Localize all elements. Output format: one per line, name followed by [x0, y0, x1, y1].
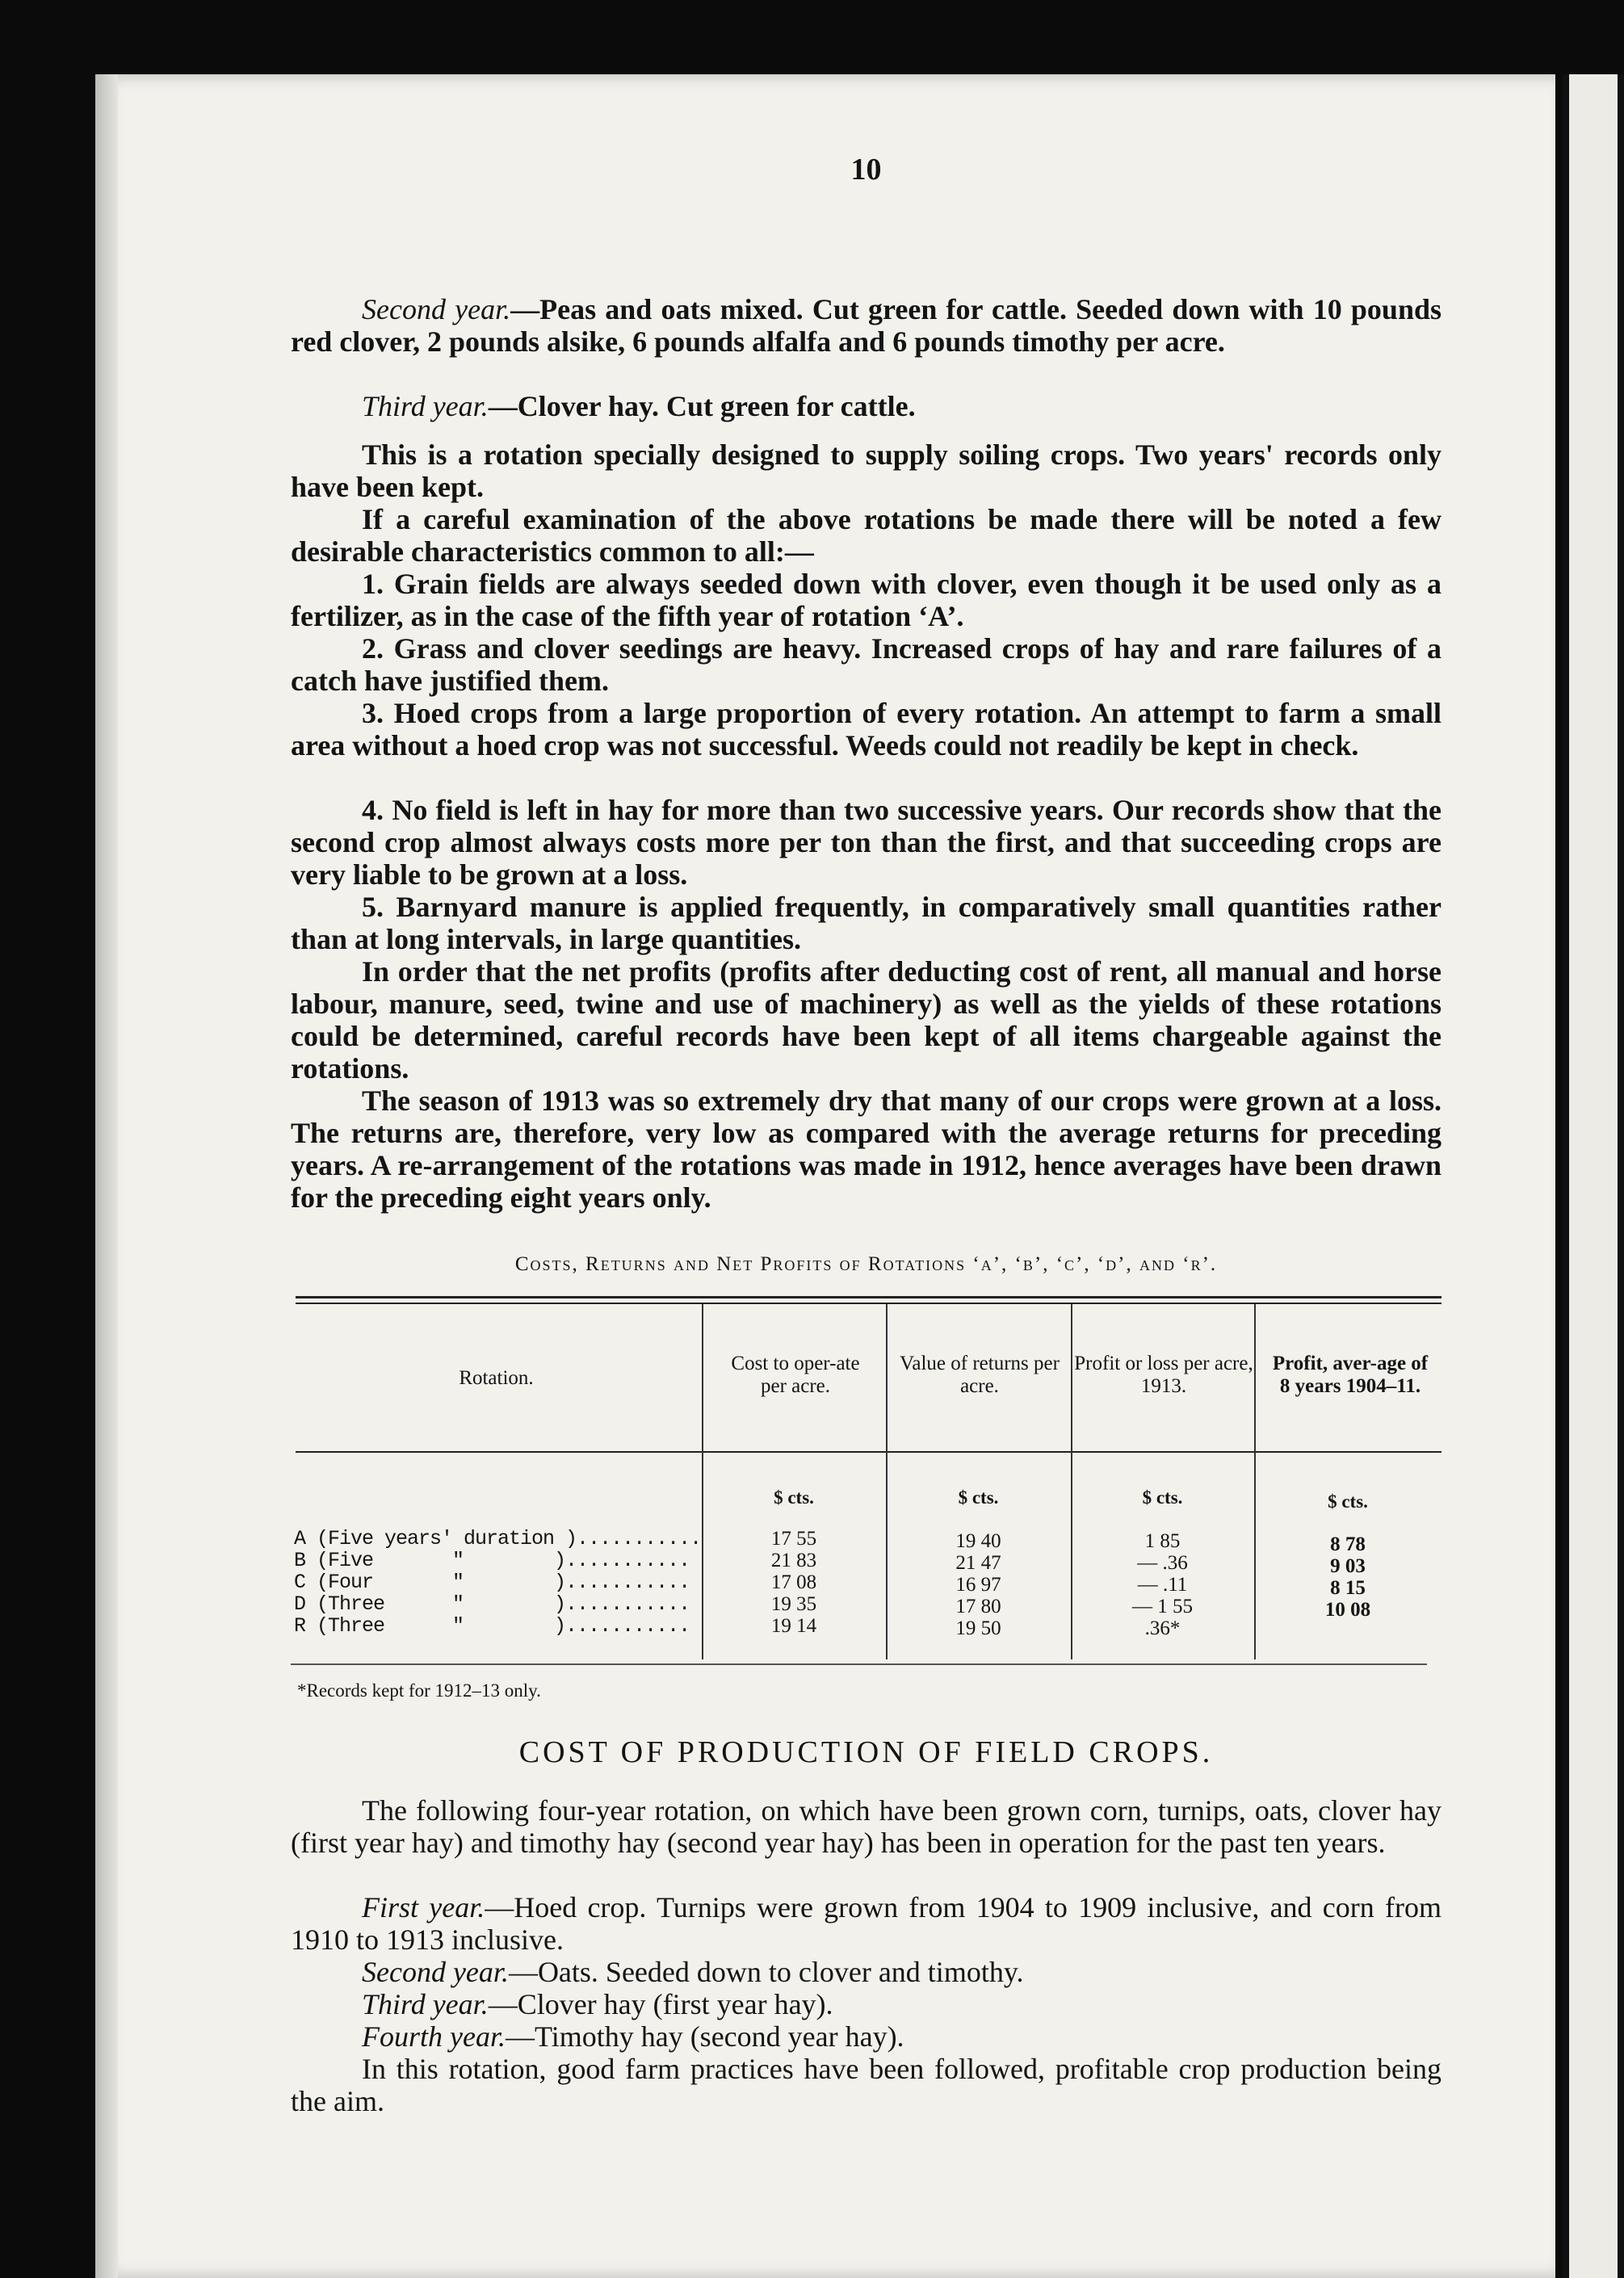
units-cost: $ cts.: [774, 1487, 814, 1508]
paragraph: If a careful examination of the above rotations be made there will be noted a few desirable characteristics common to all:—: [291, 503, 1441, 568]
table-cell: 17 08: [770, 1571, 817, 1593]
table-caption: Costs, Returns and Net Profits of Rotations ‘a’, ‘b’, ‘c’, ‘d’, and ‘r’.: [514, 1253, 1218, 1275]
column-header-value: Value of returns per acre.: [900, 1353, 1060, 1397]
table-row-label: B (Five " )...........: [294, 1549, 690, 1572]
table-row-label: D (Three " )...........: [294, 1592, 690, 1616]
paragraph: Second year.—Oats. Seeded down to clover and timothy.: [362, 1956, 1024, 1988]
table-cell: 17 55: [770, 1528, 817, 1550]
paragraph: The season of 1913 was so extremely dry that many of our crops were grown at a loss. The returns are, therefore, very low as compared with the average returns for preceding years. A re-arrangement of the rotations was made in 1912, hence averages have been drawn for the preceding eight years only.: [291, 1084, 1441, 1214]
units-value: $ cts.: [958, 1487, 999, 1508]
paragraph: Third year.—Clover hay (first year hay).: [362, 1988, 833, 2020]
paragraph: This is a rotation specially designed to supply soiling crops. Two years' records only have been kept.: [291, 438, 1441, 503]
rotation-profits-table: [291, 1296, 1441, 1684]
units-profit-1913: $ cts.: [1142, 1487, 1183, 1508]
paragraph: In this rotation, good farm practices have been followed, profitable crop production being the aim.: [291, 2053, 1441, 2117]
column-header-cost: Cost to oper-ate per acre.: [731, 1353, 860, 1397]
list-item: 3. Hoed crops from a large proportion of every rotation. An attempt to farm a small area without a hoed crop was not successful. Weeds could not readily be kept in check.: [291, 697, 1441, 761]
table-footnote: *Records kept for 1912–13 only.: [297, 1680, 541, 1701]
paragraph: First year.—Hoed crop. Turnips were grown from 1904 to 1909 inclusive, and corn from 1910 to 1913 inclusive.: [291, 1891, 1441, 1956]
table-cell: 16 97: [955, 1574, 1001, 1596]
table-cell: 10 08: [1324, 1599, 1371, 1621]
paragraph: Second year.—Peas and oats mixed. Cut green for cattle. Seeded down with 10 pounds red clover, 2 pounds alsike, 6 pounds alfalfa and 6 pounds timothy per acre.: [291, 293, 1441, 358]
table-row-label: A (Five years' duration )...........: [294, 1527, 702, 1550]
table-row-label: R (Three " )...........: [294, 1614, 690, 1638]
list-item: 1. Grain fields are always seeded down with clover, even though it be used only as a fertilizer, as in the case of the fifth year of rotation ‘A’.: [291, 568, 1441, 632]
table-cell: 21 83: [770, 1550, 817, 1571]
table-cell: .36*: [1144, 1617, 1181, 1639]
table-cell: 19 14: [770, 1615, 817, 1637]
table-cell: — 1 55: [1132, 1596, 1193, 1617]
table-cell: 8 78: [1330, 1533, 1366, 1555]
list-item: 5. Barnyard manure is applied frequently, in comparatively small quantities rather than at long intervals, in large quantities.: [291, 891, 1441, 955]
column-header-profit-1913: Profit or loss per acre, 1913.: [1074, 1353, 1253, 1397]
table-cell: — .36: [1137, 1552, 1188, 1574]
table-cell: 1 85: [1144, 1530, 1181, 1552]
paragraph: In order that the net profits (profits after deducting cost of rent, all manual and horse labour, manure, seed, twine and use of machinery) as well as the yields of these rotations could be determined, careful records have been kept of all items chargeable against the rotations.: [291, 955, 1441, 1084]
section-heading: COST OF PRODUCTION OF FIELD CROPS.: [518, 1735, 1214, 1769]
table-cell: — .11: [1137, 1574, 1188, 1596]
list-item: 2. Grass and clover seedings are heavy. Increased crops of hay and rare failures of a catch have justified them.: [291, 632, 1441, 697]
facing-page-edge: [1563, 74, 1624, 2278]
table-cell: 21 47: [955, 1552, 1001, 1574]
table-cell: 17 80: [955, 1596, 1001, 1617]
paragraph: Third year.—Clover hay. Cut green for cattle.: [362, 390, 916, 422]
page-number: 10: [850, 153, 882, 187]
paragraph: The following four-year rotation, on which have been grown corn, turnips, oats, clover hay (first year hay) and timothy hay (second year hay) has been in operation for the past ten years.: [291, 1794, 1441, 1859]
table-cell: 19 50: [955, 1617, 1001, 1639]
table-cell: 9 03: [1330, 1555, 1366, 1577]
table-row-label: C (Four " )...........: [294, 1571, 690, 1594]
page-binding-edge: [95, 74, 118, 2278]
paragraph: Fourth year.—Timothy hay (second year hay).: [362, 2020, 904, 2053]
table-cell: 19 40: [955, 1530, 1001, 1552]
column-header-rotation: Rotation.: [459, 1367, 534, 1389]
table-cell: 8 15: [1330, 1577, 1366, 1599]
units-profit-average: $ cts.: [1328, 1491, 1368, 1512]
table-cell: 19 35: [770, 1593, 817, 1615]
list-item: 4. No field is left in hay for more than two successive years. Our records show that the second crop almost always costs more per ton than the first, and that succeeding crops are very liable to be grown at a loss.: [291, 794, 1441, 891]
column-header-profit-average: Profit, aver-age of 8 years 1904–11.: [1272, 1353, 1429, 1397]
